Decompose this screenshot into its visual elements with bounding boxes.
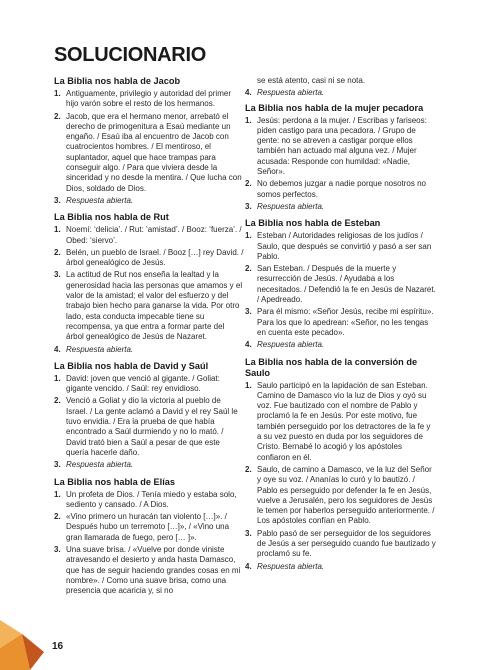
answer-item	[54, 225, 244, 246]
answer-item	[54, 545, 244, 596]
section-title: La Biblia nos habla de la conversión de Saulo	[245, 356, 418, 378]
section-title: La Biblia nos habla de Rut	[54, 212, 169, 223]
section-rut	[54, 212, 244, 355]
section-mujer-pecadora	[245, 103, 437, 213]
item-text: «Vino primero un huracán tan violento […]». / Después hubo un terremoto […]», / «Vino una gran llamarada de fuego, pero [… ]».	[66, 512, 230, 542]
answer-item	[245, 202, 437, 212]
item-number: 4.	[245, 561, 252, 571]
item-text: Respuesta abierta.	[66, 195, 134, 205]
answer-item	[54, 196, 244, 206]
item-text: Belén, un pueblo de Israel. / Booz […] rey David. / árbol genealógico de Jesús.	[66, 247, 244, 268]
answer-item	[245, 465, 437, 527]
item-number: 1.	[54, 489, 61, 499]
item-text: David: joven que venció al gigante. / Goliat: gigante vencido. / Saúl: rey envidioso.	[66, 373, 220, 394]
item-text: Respuesta abierta.	[66, 344, 134, 354]
answer-item	[54, 112, 244, 194]
left-column	[54, 76, 244, 602]
answer-item	[54, 490, 244, 511]
answer-item	[245, 562, 437, 572]
item-number: 2.	[245, 179, 252, 189]
item-number: 3.	[245, 528, 252, 538]
answer-item	[245, 529, 437, 560]
item-text: Antiguamente, privilegio y autoridad del primer hijo varón sobre el resto de los hermanos.	[66, 89, 231, 109]
page-title: SOLUCIONARIO	[54, 44, 206, 66]
item-text: Pablo pasó de ser perseguidor de los seguidores de Jesús a ser perseguido cuando fue bautizado y proclamó su fe.	[257, 528, 436, 559]
item-number: 2.	[54, 396, 61, 406]
right-column	[245, 76, 437, 578]
item-text: Para él mismo: «Señor Jesús, recibe mi espíritu». Para los que lo apedrean: «Señor, no les tengas en cuenta este pecado».	[257, 307, 434, 337]
item-number: 3.	[245, 201, 252, 211]
item-text: Respuesta abierta.	[66, 460, 134, 470]
answer-item	[245, 88, 437, 98]
section-jacob	[54, 76, 244, 206]
answer-item	[54, 270, 244, 342]
item-text: Respuesta abierta.	[257, 201, 325, 211]
item-text: Respuesta abierta.	[257, 561, 325, 571]
answer-item	[245, 381, 437, 463]
item-number: 3.	[245, 307, 252, 317]
item-text: Saulo, de camino a Damasco, ve la luz del Señor y oye su voz. / Ananías lo curó y lo bautizó. / Pablo es perseguido por defender la fe en Jesús, vuelve a Jerusalén, pero los seguidores de Jesús le temen por haberlos perseguido anteriormente. / Los apóstoles confían en Pablo.	[257, 464, 435, 526]
item-number: 1.	[54, 225, 61, 235]
answer-item	[54, 512, 244, 543]
answer-item	[245, 307, 437, 338]
answer-item	[245, 116, 437, 178]
section-title: La Biblia nos habla de David y Saúl	[54, 360, 209, 371]
item-number: 4.	[245, 340, 252, 350]
item-text: Noemí: ‘delicia’. / Rut: ‘amistad’. / Booz: ‘fuerza’. / Obed: ‘siervo’.	[66, 225, 242, 245]
continued-text: se está atento, casi ni se nota.	[257, 76, 366, 85]
item-number: 2.	[54, 512, 61, 522]
item-text: Esteban / Autoridades religiosas de los judíos / Saulo, que después se convirtió y pasó a ser san Pablo.	[257, 231, 432, 261]
item-number: 4.	[245, 88, 252, 98]
page-number: 16	[52, 641, 64, 652]
section-title: La Biblia nos habla de Jacob	[54, 76, 181, 86]
item-text: Respuesta abierta.	[257, 340, 325, 350]
item-number: 3.	[54, 544, 61, 554]
answer-item	[54, 89, 244, 110]
answer-item	[245, 179, 437, 200]
item-number: 2.	[54, 111, 61, 121]
section-title: La Biblia nos habla de Esteban	[245, 218, 381, 229]
item-number: 3.	[54, 460, 61, 470]
item-text: Un profeta de Dios. / Tenía miedo y estaba solo, sediento y cansado. / A Dios.	[66, 489, 237, 509]
item-number: 2.	[245, 464, 252, 474]
section-title: La Biblia nos habla de Elías	[54, 476, 176, 487]
corner-decoration	[0, 600, 50, 670]
section-esteban	[245, 218, 437, 350]
answer-item	[54, 460, 244, 470]
item-number: 3.	[54, 195, 61, 205]
item-text: Jesús: perdona a la mujer. / Escribas y fariseos: piden castigo para una pecadora. / Grupo de gente: no se atreven a castigar porque ellos también han actuado mal alguna vez. / Mujer acusada: Responde con humildad: «Nadie, Señor».	[257, 115, 427, 177]
item-text: La actitud de Rut nos enseña la lealtad y la generosidad hacia las personas que amamos y el valor de la amistad; el valor del esfuerzo y del trabajo bien hecho para ganarse la vida. Por otro lado, esta conducta impecable tiene su recompensa, ya que entra a formar parte del árbol genealógico de Jesús de Nazaret.	[66, 270, 243, 342]
answer-item	[245, 340, 437, 350]
item-text: No debemos juzgar a nadie porque nosotros no somos perfectos.	[257, 179, 426, 199]
item-text: San Esteban. / Después de la muerte y resurrección de Jesús. / Ayudaba a los necesitados. / Defendió la fe en Jesús de Nazaret. / Apedreado.	[257, 264, 436, 305]
section-title: La Biblia nos habla de la mujer pecadora	[245, 102, 424, 113]
answer-item	[54, 396, 244, 458]
section-david-saul	[54, 361, 244, 471]
answer-item	[54, 374, 244, 395]
item-number: 1.	[245, 115, 252, 125]
item-number: 2.	[54, 247, 61, 257]
item-number: 1.	[54, 89, 61, 98]
item-number: 4.	[54, 344, 61, 354]
item-number: 1.	[245, 231, 252, 241]
item-text: Jacob, que era el hermano menor, arrebató el derecho de primogenitura a Esaú mediante un engaño. / Esaú iba al encuentro de Jacob con cuatrocientos hombres. / El mentiroso, el suplantador, aquel que hace trampas para conseguir algo. / Para que viviera desde la sinceridad y no desde la mentira. / Que lucha con Dios, soldado de Dios.	[66, 111, 242, 193]
item-number: 3.	[54, 270, 61, 280]
answer-item	[54, 345, 244, 355]
section-elias	[54, 477, 244, 597]
section-conversion-saulo	[245, 357, 437, 572]
item-number: 1.	[245, 380, 252, 390]
item-text: Venció a Goliat y dio la victoria al pueblo de Israel. / La gente aclamó a David y el rey Saúl le tuvo envidia. / Era la prueba de que había encontrado a Saúl durmiendo y no lo mató. / David trató bien a Saúl a pesar de que este quería hacerle daño.	[66, 396, 238, 457]
answer-item	[245, 264, 437, 305]
item-number: 1.	[54, 373, 61, 383]
item-text: Saulo participó en la lapidación de san Esteban. Camino de Damasco vio la luz de Dios y oyó su voz. Fue bautizado con el nombre de Pablo y proclamó la fe en Jesús. Por este motivo, fue también perseguido por los detractores de la fe y a su vez puesto en duda por los seguidores de Cristo. Bernabé lo acogió y los apóstoles confiaron en él.	[257, 380, 431, 462]
item-number: 2.	[245, 264, 252, 274]
item-text: Respuesta abierta.	[257, 88, 325, 98]
item-text: Una suave brisa. / «Vuelve por donde viniste atravesando el desierto y anda hasta Damasco, que has de seguir haciendo grandes cosas en mi nombre». / Como una suave brisa, como una presencia que acaricia y, si no	[66, 544, 241, 596]
answer-item	[54, 248, 244, 269]
answer-item	[245, 231, 437, 262]
